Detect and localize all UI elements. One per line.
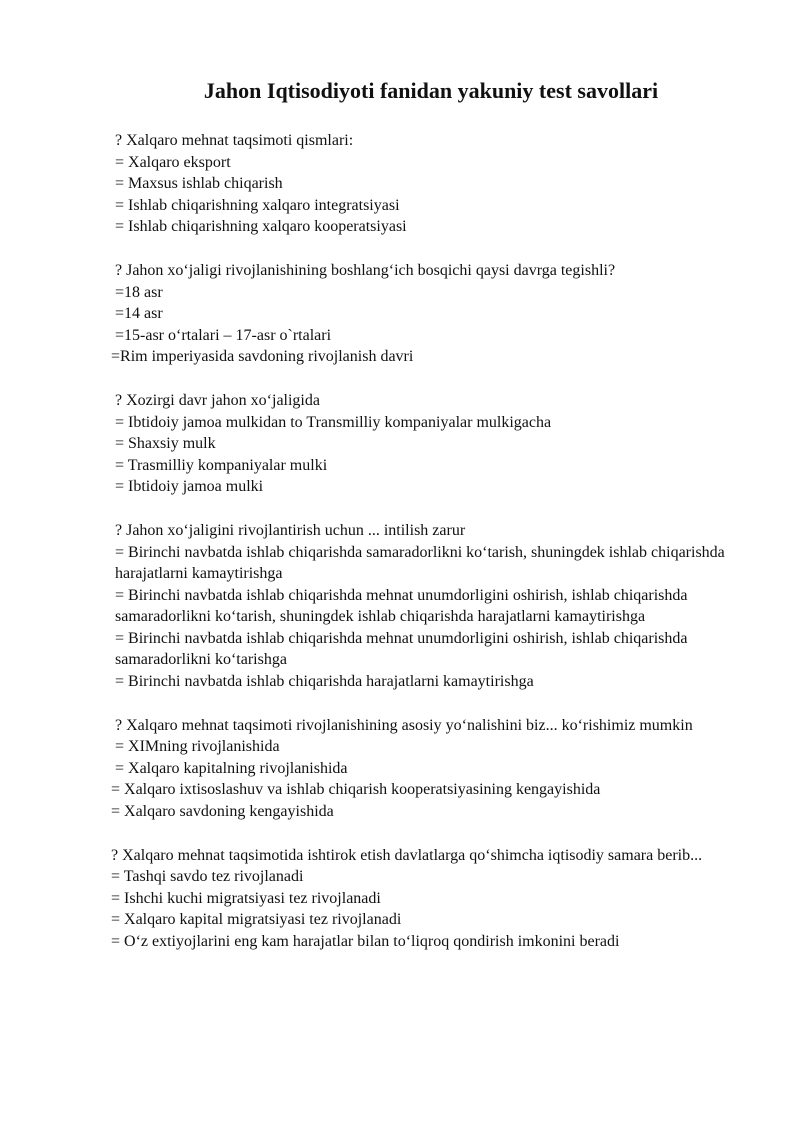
question-block: [0, 845, 800, 953]
answer-option: = Ishchi kuchi migratsiyasi tez rivojlanadi: [111, 889, 381, 907]
question-block: [0, 390, 800, 498]
answer-option: = Trasmilliy kompaniyalar mulki: [115, 456, 328, 474]
question-text: ? Jahon xo‘jaligini rivojlantirish uchun ... intilish zarur: [115, 521, 466, 539]
question-text: ? Xalqaro mehnat taqsimoti rivojlanishining asosiy yo‘nalishini biz... ko‘rishimiz mumkin: [115, 716, 693, 734]
answer-option: = Birinchi navbatda ishlab chiqarishda mehnat unumdorligini oshirish, ishlab chiqarishda samaradorlikni ko‘tarish, shuningdek ishlab chiqarishda harajatlarni kamaytirishga: [115, 586, 688, 626]
answer-option: = Birinchi navbatda ishlab chiqarishda samaradorlikni ko‘tarish, shuningdek ishlab chiqarishda harajatlarni kamaytirishga: [115, 543, 725, 583]
answer-option: = Xalqaro kapital migratsiyasi tez rivojlanadi: [111, 911, 402, 929]
answer-option: =Rim imperiyasida savdoning rivojlanish davri: [111, 348, 414, 366]
answer-option: = Ibtidoiy jamoa mulkidan to Transmilliy kompaniyalar mulkigacha: [115, 413, 552, 431]
answer-option: =18 asr: [115, 283, 163, 301]
answer-option: = Ibtidoiy jamoa mulki: [115, 478, 264, 496]
answer-option: = Shaxsiy mulk: [115, 435, 216, 453]
answer-option: = O‘z extiyojlarini eng kam harajatlar bilan to‘liqroq qondirish imkonini beradi: [111, 933, 620, 950]
question-text: ? Xalqaro mehnat taqsimotida ishtirok etish davlatlarga qo‘shimcha iqtisodiy samara berib...: [111, 846, 703, 864]
question-block: [0, 520, 800, 693]
answer-option: = Xalqaro savdoning kengayishida: [111, 803, 334, 821]
answer-option: = XIMning rivojlanishida: [115, 738, 280, 756]
question-text: ? Xozirgi davr jahon xo‘jaligida: [115, 391, 320, 409]
answer-option: = Ishlab chiqarishning xalqaro kooperatsiyasi: [115, 218, 407, 236]
question-text: ? Jahon xo‘jaligi rivojlanishining boshlang‘ich bosqichi qaysi davrga tegishli?: [115, 261, 616, 279]
question-list: [0, 130, 800, 975]
answer-option: = Birinchi navbatda ishlab chiqarishda harajatlarni kamaytirishga: [115, 673, 534, 691]
document-title: Jahon Iqtisodiyoti fanidan yakuniy test savollari: [203, 78, 659, 103]
question-text: ? Xalqaro mehnat taqsimoti qismlari:: [115, 132, 354, 149]
answer-option: = Ishlab chiqarishning xalqaro integratsiyasi: [115, 196, 400, 214]
question-block: [0, 715, 800, 823]
answer-option: = Xalqaro eksport: [115, 153, 231, 171]
answer-option: = Birinchi navbatda ishlab chiqarishda mehnat unumdorligini oshirish, ishlab chiqarishda samaradorlikni ko‘tarishga: [115, 629, 688, 669]
question-block: [0, 260, 800, 368]
answer-option: = Xalqaro ixtisoslashuv va ishlab chiqarish kooperatsiyasining kengayishida: [111, 781, 601, 799]
answer-option: =14 asr: [115, 305, 163, 323]
answer-option: = Xalqaro kapitalning rivojlanishida: [115, 759, 348, 777]
answer-option: = Maxsus ishlab chiqarish: [115, 175, 283, 193]
question-block: [0, 130, 800, 238]
answer-option: =15-asr o‘rtalari – 17-asr o`rtalari: [115, 326, 332, 344]
answer-option: = Tashqi savdo tez rivojlanadi: [111, 868, 304, 886]
